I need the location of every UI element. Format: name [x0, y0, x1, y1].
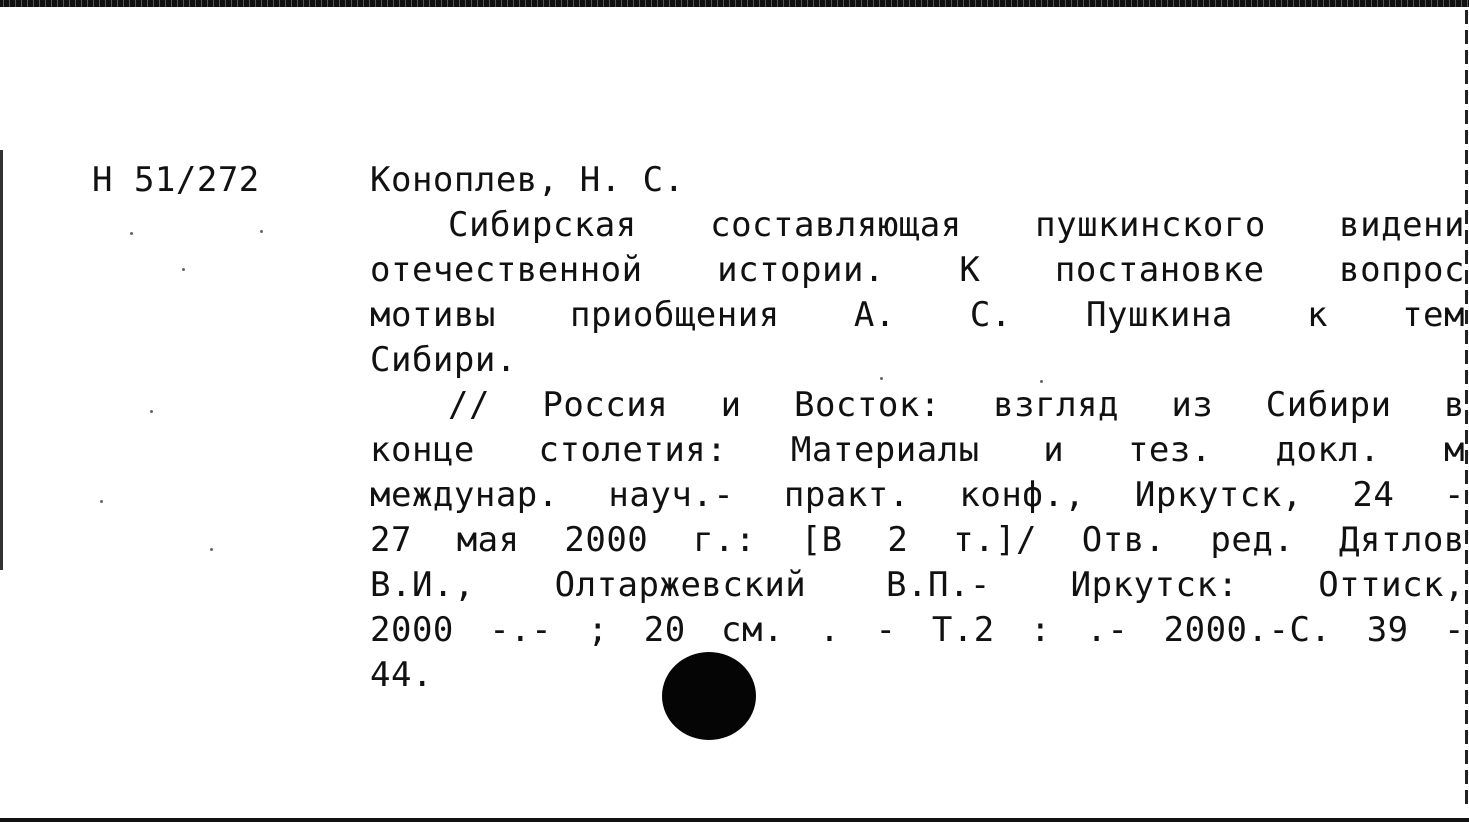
word: отечественной [370, 250, 643, 290]
right-border [1465, 10, 1468, 810]
source-line-5 [370, 565, 1465, 605]
word: 24 [1352, 475, 1395, 515]
author-line [370, 160, 1465, 200]
scan-speck [1040, 380, 1043, 383]
scan-speck [880, 377, 883, 380]
word: Иркутск, [1134, 475, 1303, 515]
word: - [1443, 475, 1465, 515]
word: Олтаржевский [554, 565, 807, 605]
shelf-mark: Н 51/272 [92, 160, 260, 200]
word: 2000.-С. [1163, 610, 1332, 650]
scan-speck [182, 268, 185, 271]
word: ; [587, 610, 609, 650]
word: Сибири. [370, 340, 517, 380]
word: г.: [693, 520, 756, 560]
word: тез. [1127, 430, 1212, 470]
word: Восток: [793, 385, 941, 425]
punch-hole [662, 652, 756, 740]
word: 44. [370, 655, 433, 695]
word: 2 [887, 520, 909, 560]
word: В.П.- [886, 565, 991, 605]
word: ред. [1210, 520, 1295, 560]
word: из [1171, 385, 1214, 425]
word: .- [1086, 610, 1129, 650]
scan-speck [210, 548, 213, 551]
word: т.]/ [953, 520, 1038, 560]
word: А. [853, 295, 896, 335]
word: Сибири [1265, 385, 1392, 425]
word: Оттиск, [1318, 565, 1465, 605]
word: Материалы [790, 430, 980, 470]
title-line-2 [370, 250, 1465, 290]
word: -.- [489, 610, 553, 650]
word: мая [456, 520, 520, 560]
word: Пушкина [1086, 295, 1233, 335]
word: постановке [1054, 250, 1265, 290]
word: докл. [1275, 430, 1381, 470]
source-line-7 [370, 655, 1465, 695]
word: практ. [783, 475, 910, 515]
word: 2000 [564, 520, 649, 560]
author-name: Коноплев, Н. С. [370, 160, 685, 200]
left-border [0, 150, 3, 570]
source-line-3 [370, 475, 1465, 515]
word: // [448, 385, 490, 425]
source-line-4 [370, 520, 1465, 560]
word: конф., [959, 475, 1086, 515]
word: см. [721, 610, 784, 650]
word: В.И., [370, 565, 475, 605]
word: и [1043, 430, 1065, 470]
word: мотивы [370, 295, 496, 335]
word: науч.- [608, 475, 735, 515]
word: 2000 [370, 610, 454, 650]
word: к [1306, 295, 1328, 335]
word: составляющая [710, 205, 962, 245]
word: 39 [1366, 610, 1409, 650]
scan-speck [260, 230, 263, 233]
bottom-border [0, 818, 1469, 822]
title-line-3 [370, 295, 1465, 335]
word: междунар. [370, 475, 559, 515]
word: в [1444, 385, 1465, 425]
top-border [0, 0, 1469, 7]
word: [В [800, 520, 843, 560]
word: Сибирская [448, 205, 637, 245]
source-line-1 [448, 385, 1465, 425]
title-line-4 [370, 340, 1465, 380]
word: взгляд [993, 385, 1120, 425]
word: м [1444, 430, 1465, 470]
word: истории. [717, 250, 885, 290]
word: 27 [370, 520, 412, 560]
scan-speck [100, 500, 103, 503]
word: и [720, 385, 742, 425]
word: Россия [542, 385, 669, 425]
word: видени [1339, 205, 1465, 245]
word: 20 [643, 610, 686, 650]
source-line-6 [370, 610, 1465, 650]
scan-speck [130, 232, 133, 235]
word: тем [1402, 295, 1465, 335]
word: - [1443, 610, 1465, 650]
word: Отв. [1081, 520, 1166, 560]
word: - [875, 610, 897, 650]
word: вопрос [1339, 250, 1465, 290]
word: . [819, 610, 841, 650]
word: пушкинского [1035, 205, 1266, 245]
word: Дятлов [1339, 520, 1465, 560]
word: С. [969, 295, 1012, 335]
word: Иркутск: [1070, 565, 1239, 605]
word: Т.2 [931, 610, 995, 650]
source-line-2 [370, 430, 1465, 470]
word: : [1030, 610, 1052, 650]
title-line-1 [448, 205, 1465, 245]
word: конце [370, 430, 475, 470]
word: столетия: [538, 430, 728, 470]
word: К [959, 250, 981, 290]
word: приобщения [569, 295, 780, 335]
scan-speck [150, 410, 153, 413]
